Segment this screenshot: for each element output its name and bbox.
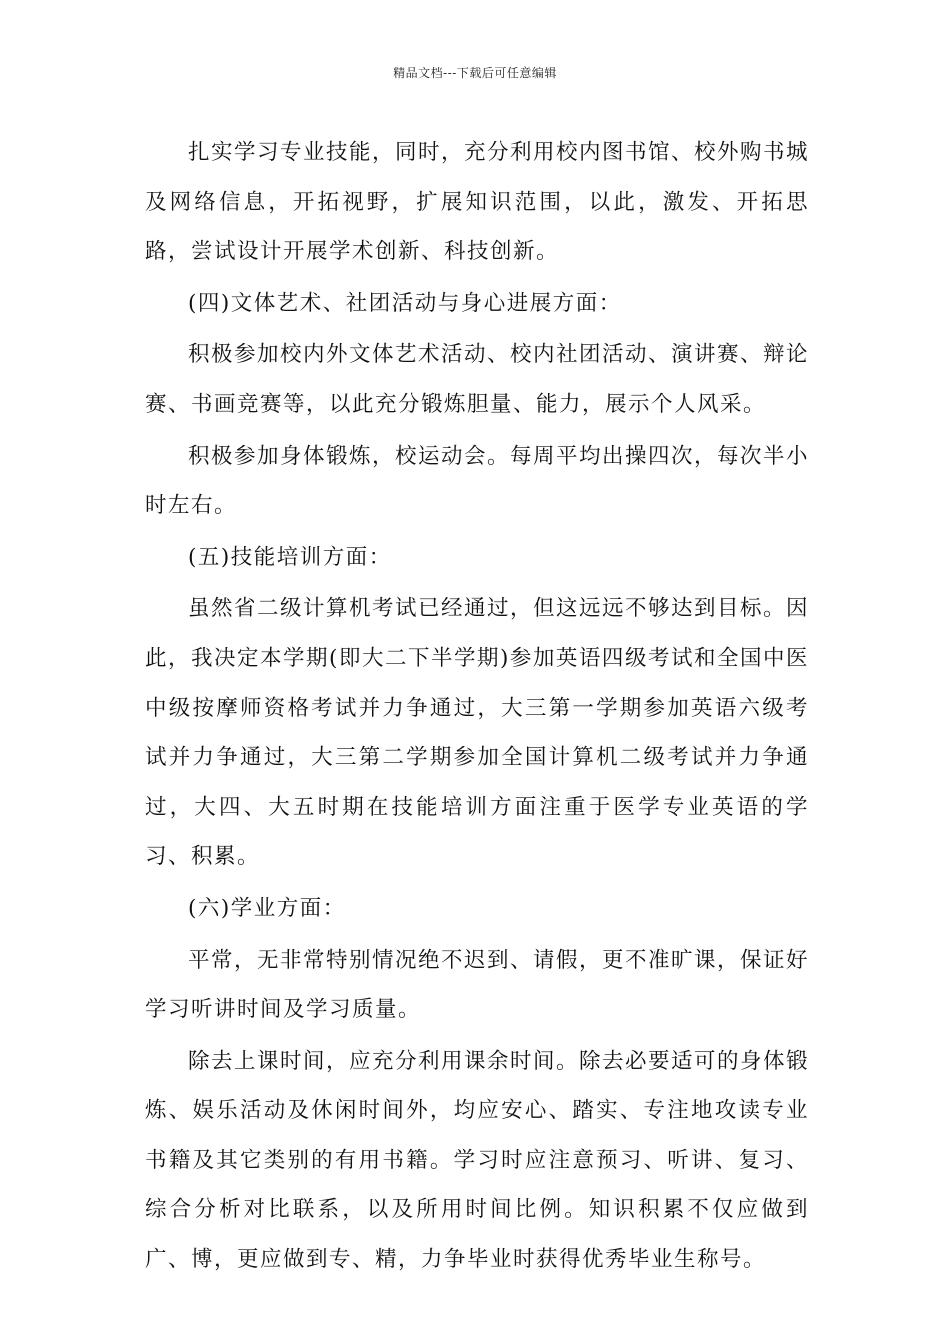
paragraph-skills-training: 虽然省二级计算机考试已经通过，但这远远不够达到目标。因此，我决定本学期(即大二下半学期)参加英语四级考试和全国中医中级按摩师资格考试并力争通过，大三第一学期参加英语六级考试并力争通过，大三第二学期参加全国计算机二级考试并力争通过，大四、大五时期在技能培训方面注重于医学专业英语的学习、积累。 xyxy=(145,596,810,870)
paragraph-study-skills: 扎实学习专业技能，同时，充分利用校内图书馆、校外购书城及网络信息，开拓视野，扩展知识范围，以此，激发、开拓思路，尝试设计开展学术创新、科技创新。 xyxy=(145,140,810,265)
paragraph-attendance: 平常，无非常特别情况绝不迟到、请假，更不准旷课，保证好学习听讲时间及学习质量。 xyxy=(145,947,810,1023)
document-body xyxy=(145,128,809,1287)
paragraph-study-time: 除去上课时间，应充分利用课余时间。除去必要适可的身体锻炼、娱乐活动及休闲时间外，均应安心、踏实、专注地攻读专业书籍及其它类别的有用书籍。学习时应注意预习、听讲、复习、综合分析对比联系，以及所用时间比例。知识积累不仅应做到广、博，更应做到专、精，力争毕业时获得优秀毕业生称号。 xyxy=(145,1048,810,1273)
paragraph-arts-activities: 积极参加校内外文体艺术活动、校内社团活动、演讲赛、辩论赛、书画竞赛等，以此充分锻炼胆量、能力，展示个人风采。 xyxy=(145,342,810,417)
section-heading-arts: (四)文体艺术、社团活动与身心进展方面： xyxy=(188,290,622,316)
paragraph-exercise: 积极参加身体锻炼，校运动会。每周平均出操四次，每次半小时左右。 xyxy=(145,443,810,519)
section-heading-skills-training: (五)技能培训方面： xyxy=(188,544,392,570)
section-heading-academics: (六)学业方面： xyxy=(188,895,346,921)
page-header: 精品文档---下载后可任意编辑 xyxy=(393,66,557,80)
